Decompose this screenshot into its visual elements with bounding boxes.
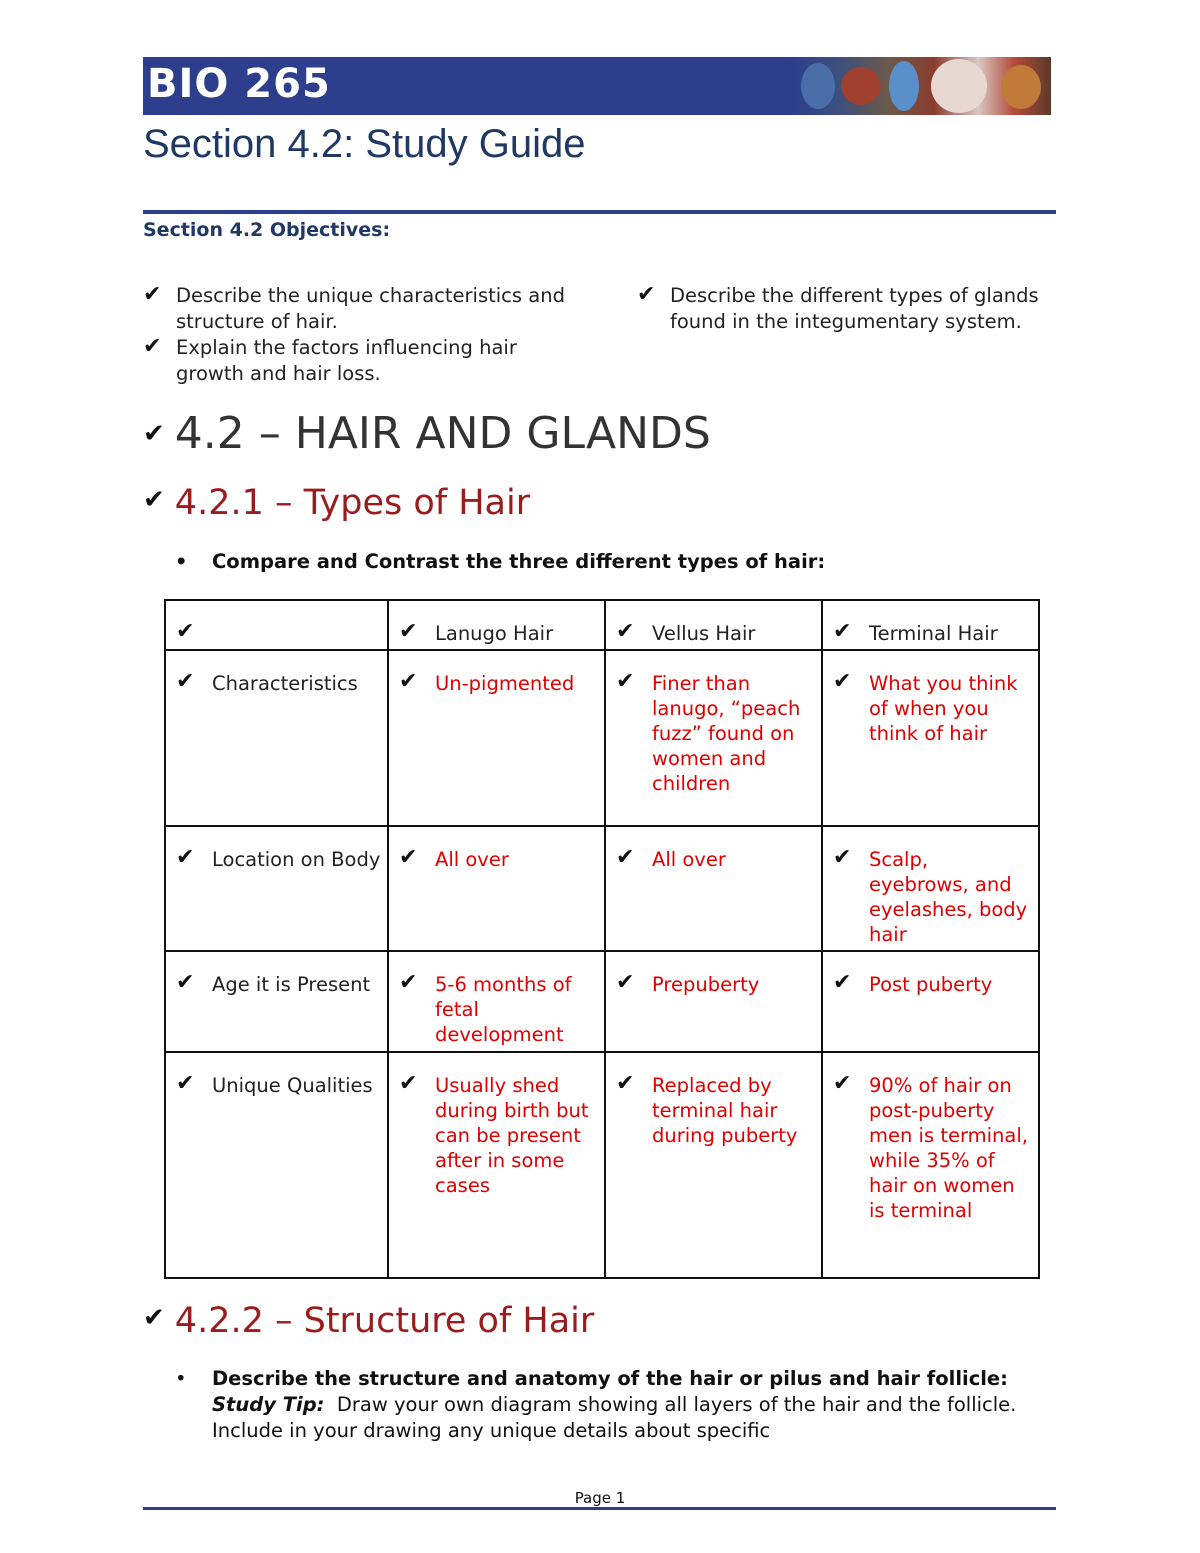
- table-cell: ✔ Prepuberty: [605, 951, 822, 1052]
- check-icon: ✔: [176, 619, 195, 644]
- table-cell: ✔ What you think of when you think of hair: [822, 650, 1039, 826]
- check-icon: ✔: [399, 669, 418, 694]
- check-icon: ✔: [833, 619, 852, 644]
- table-row: [165, 1052, 1039, 1278]
- check-icon: ✔: [176, 845, 195, 870]
- anatomy-banner-image: [791, 57, 1051, 115]
- check-icon: ✔: [833, 1071, 852, 1096]
- table-header-cell: ✔ Terminal Hair: [822, 600, 1039, 650]
- objective-item: ✔ Explain the factors influencing hair growth and hair loss.: [143, 334, 517, 385]
- structure-prompt: Describe the structure and anatomy of the hair or pilus and hair follicle: Study Tip: Draw your own diagram showing all layers of the hair and the follicle. Include in your drawing any unique details about specific: [212, 1367, 1017, 1442]
- table-header-cell: ✔ Vellus Hair: [605, 600, 822, 650]
- table-cell: ✔ All over: [388, 826, 605, 951]
- check-icon: ✔: [616, 669, 635, 694]
- check-icon: ✔: [176, 1071, 195, 1096]
- table-cell: ✔ 90% of hair on post-puberty men is terminal, while 35% of hair on women is terminal: [822, 1052, 1039, 1278]
- check-icon: ✔: [143, 1303, 165, 1333]
- table-header-cell: ✔ Lanugo Hair: [388, 600, 605, 650]
- table-cell: ✔ Usually shed during birth but can be present after in some cases: [388, 1052, 605, 1278]
- check-icon: ✔: [176, 669, 195, 694]
- check-icon: ✔: [399, 845, 418, 870]
- check-icon: ✔: [143, 485, 165, 515]
- check-icon: ✔: [616, 970, 635, 995]
- row-label-cell: ✔ Unique Qualities: [165, 1052, 388, 1278]
- table-cell: ✔ All over: [605, 826, 822, 951]
- table-cell: ✔ Scalp, eyebrows, and eyelashes, body hair: [822, 826, 1039, 951]
- check-icon: ✔: [637, 282, 656, 307]
- objectives-label: Section 4.2 Objectives:: [143, 219, 391, 241]
- page-title: Section 4.2: Study Guide: [143, 122, 586, 166]
- title-divider: [143, 210, 1056, 214]
- footer-divider: [143, 1507, 1056, 1510]
- objectives-left: [143, 283, 583, 387]
- table-header-cell: [165, 600, 388, 650]
- subsection-heading-structure: ✔ 4.2.2 – Structure of Hair: [143, 1301, 595, 1341]
- table-row: [165, 650, 1039, 826]
- table-cell: ✔ 5-6 months of fetal development: [388, 951, 605, 1052]
- subsection-heading-types: ✔ 4.2.1 – Types of Hair: [143, 483, 531, 523]
- check-icon: ✔: [616, 845, 635, 870]
- objective-item: ✔ Describe the different types of glands found in the integumentary system.: [637, 282, 1039, 333]
- objective-item: ✔ Describe the unique characteristics and structure of hair.: [143, 282, 565, 333]
- bullet-icon: •: [175, 550, 188, 573]
- table-cell: ✔ Finer than lanugo, “peach fuzz” found on women and children: [605, 650, 822, 826]
- page-number: Page 1: [574, 1489, 626, 1507]
- check-icon: ✔: [399, 1071, 418, 1096]
- check-icon: ✔: [833, 845, 852, 870]
- table-cell: ✔ Replaced by terminal hair during puberty: [605, 1052, 822, 1278]
- check-icon: ✔: [399, 970, 418, 995]
- check-icon: ✔: [143, 334, 162, 359]
- check-icon: ✔: [616, 1071, 635, 1096]
- table-cell: ✔ Un-pigmented: [388, 650, 605, 826]
- check-icon: ✔: [143, 282, 162, 307]
- table-row: [165, 951, 1039, 1052]
- row-label-cell: ✔ Location on Body: [165, 826, 388, 951]
- header-banner: [143, 57, 1051, 115]
- table-header-row: [165, 600, 1039, 650]
- check-icon: ✔: [833, 970, 852, 995]
- section-heading: ✔ 4.2 – HAIR AND GLANDS: [143, 408, 711, 459]
- course-code: BIO 265: [147, 61, 331, 107]
- table-cell: ✔ Post puberty: [822, 951, 1039, 1052]
- check-icon: ✔: [616, 619, 635, 644]
- row-label-cell: ✔ Characteristics: [165, 650, 388, 826]
- check-icon: ✔: [143, 419, 165, 449]
- hair-types-table: [164, 599, 1040, 1279]
- bullet-icon: •: [175, 1367, 187, 1390]
- check-icon: ✔: [833, 669, 852, 694]
- check-icon: ✔: [176, 970, 195, 995]
- row-label-cell: ✔ Age it is Present: [165, 951, 388, 1052]
- check-icon: ✔: [399, 619, 418, 644]
- objectives-right: [637, 283, 1052, 335]
- table-row: [165, 826, 1039, 951]
